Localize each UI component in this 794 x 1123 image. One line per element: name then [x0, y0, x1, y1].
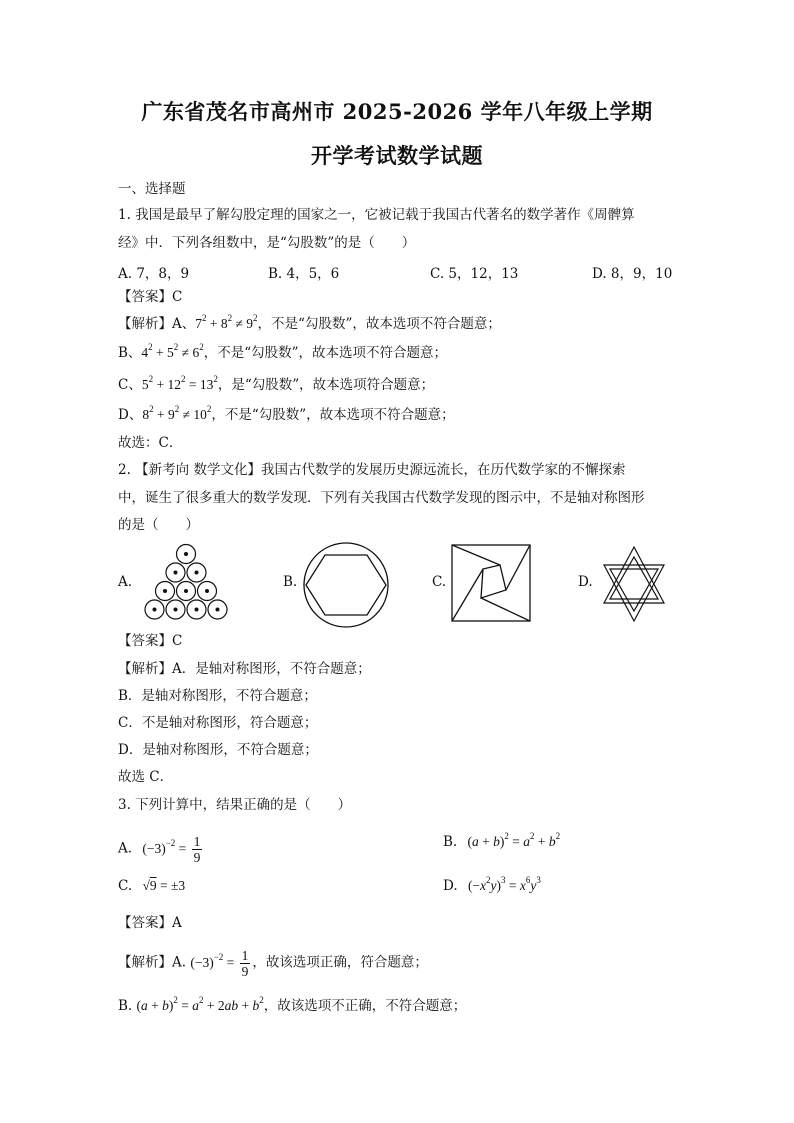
q1-analysis-c: [118, 375, 434, 395]
q2-stem-line-1: 2. 【新考向 数学文化】我国古代数学的发展历史源远流长，在历代数学家的不懈探索: [118, 462, 626, 478]
q1-analysis-c-prefix: C、: [118, 377, 142, 393]
q2-analysis-2: B．是轴对称图形，不符合题意；: [118, 688, 317, 704]
q2-label-a: A.: [118, 574, 133, 590]
q2-label-c: C.: [432, 574, 447, 590]
q3-label-d: D.: [443, 878, 458, 894]
q3-analysis-a-prefix: 【解析】A.: [118, 954, 187, 971]
q3-analysis-b: [118, 996, 466, 1016]
q1-analysis-d: [118, 405, 455, 425]
q1-analysis-a-formula: $7^2 + 8^2 \ne 9^2$: [195, 313, 258, 331]
q3-analysis-a-formula: $(-3)^{-2}$ = $\frac{1}{9}$: [190, 948, 249, 979]
q1-analysis-d-formula: $8^2 + 9^2 \ne 10^2$: [142, 404, 212, 422]
fraction-one-ninth: $\frac{1}{9}$: [193, 834, 201, 865]
q1-analysis-a-tail: ，不是“勾股数”，故本选项不符合题意；: [257, 316, 501, 332]
q3-answer: 【答案】A: [118, 915, 182, 931]
q1-analysis-a-prefix: 【解析】A、: [118, 316, 196, 332]
q1-analysis-b: [118, 343, 447, 363]
title-line-2: 开学考试数学试题: [311, 143, 483, 168]
hexagram-figure: [598, 543, 670, 625]
circles-triangle-figure: [140, 543, 232, 623]
title-line-1: 广东省茂名市高州市 2025-2026 学年八年级上学期: [141, 99, 653, 124]
q3-label-c: C.: [118, 878, 133, 894]
q2-answer: 【答案】C: [118, 633, 183, 649]
q1-analysis-d-tail: ，不是“勾股数”，故本选项不符合题意；: [211, 407, 455, 423]
q1-analysis-b-prefix: B、: [118, 345, 142, 361]
q1-option-d: D. 8，9，10: [592, 266, 673, 282]
q3-option-a-formula: $(-3)^{-2}$ = $\frac{1}{9}$: [142, 834, 201, 865]
q3-option-c: [118, 878, 185, 894]
q1-option-c: C. 5，12，13: [430, 266, 519, 282]
q1-analysis-c-formula: $5^2 + 12^2 = 13^2$: [141, 374, 218, 392]
q3-option-c-formula: √9 = ±3: [142, 878, 186, 893]
q2-analysis-4: D．是轴对称图形，不符合题意；: [118, 742, 318, 758]
q3-analysis-a: [118, 948, 428, 979]
q2-stem-line-2: 中，诞生了很多重大的数学发现．下列有关我国古代数学发现的图示中，不是轴对称图形: [118, 490, 645, 506]
q3-label-a: A.: [118, 840, 133, 857]
q1-analysis-b-formula: $4^2 + 5^2 \ne 6^2$: [141, 342, 204, 360]
section-heading: 一、选择题: [118, 181, 186, 197]
q1-option-a: A. 7，8，9: [118, 266, 190, 282]
q3-stem: 3. 下列计算中，结果正确的是（ ）: [118, 797, 352, 813]
q1-answer: 【答案】C: [118, 289, 183, 305]
fraction-one-ninth-2: $\frac{1}{9}$: [241, 948, 249, 979]
q3-option-d-formula: $(-x^2y)^3 = x^6y^3$: [467, 875, 541, 893]
q3-option-a: [118, 834, 204, 865]
q3-option-b-formula: $(a + b)^2 = a^2 + b^2$: [467, 831, 561, 849]
q1-option-b: B. 4，5，6: [268, 266, 340, 282]
q2-label-b: B.: [283, 574, 298, 590]
q3-analysis-b-formula: $(a + b)^2 = a^2 + 2ab + b^2$: [136, 995, 264, 1013]
q3-analysis-b-prefix: B.: [118, 998, 133, 1014]
q2-conclusion: 故选 C．: [118, 769, 174, 785]
q3-option-d: [443, 875, 541, 894]
q2-analysis-3: C．不是轴对称图形，符合题意；: [118, 715, 318, 731]
q2-label-d: D.: [578, 574, 593, 590]
hexagon-in-circle-figure: [298, 540, 394, 630]
q3-analysis-a-tail: ，故该选项正确，符合题意；: [252, 954, 428, 971]
q1-analysis-a: [118, 314, 501, 334]
q1-analysis-c-tail: ，是“勾股数”，故本选项符合题意；: [217, 377, 435, 393]
q3-label-b: B.: [443, 834, 458, 850]
pinwheel-square-figure: [450, 543, 532, 623]
q2-stem-line-3: 的是（ ）: [118, 517, 199, 533]
q1-stem-line-1: 1. 我国是最早了解勾股定理的国家之一，它被记载于我国古代著名的数学著作《周髀算: [118, 207, 635, 223]
q3-analysis-b-tail: ，故该选项不正确，不符合题意；: [263, 998, 467, 1014]
q1-stem-line-2: 经》中．下列各组数中，是“勾股数”的是（ ）: [118, 235, 416, 251]
q1-conclusion: 故选：C．: [118, 435, 183, 451]
q2-analysis-1: 【解析】A．是轴对称图形，不符合题意；: [118, 661, 371, 677]
q1-analysis-d-prefix: D、: [118, 407, 143, 423]
q1-analysis-b-tail: ，不是“勾股数”，故本选项不符合题意；: [203, 345, 448, 361]
q3-option-b: [443, 831, 561, 850]
